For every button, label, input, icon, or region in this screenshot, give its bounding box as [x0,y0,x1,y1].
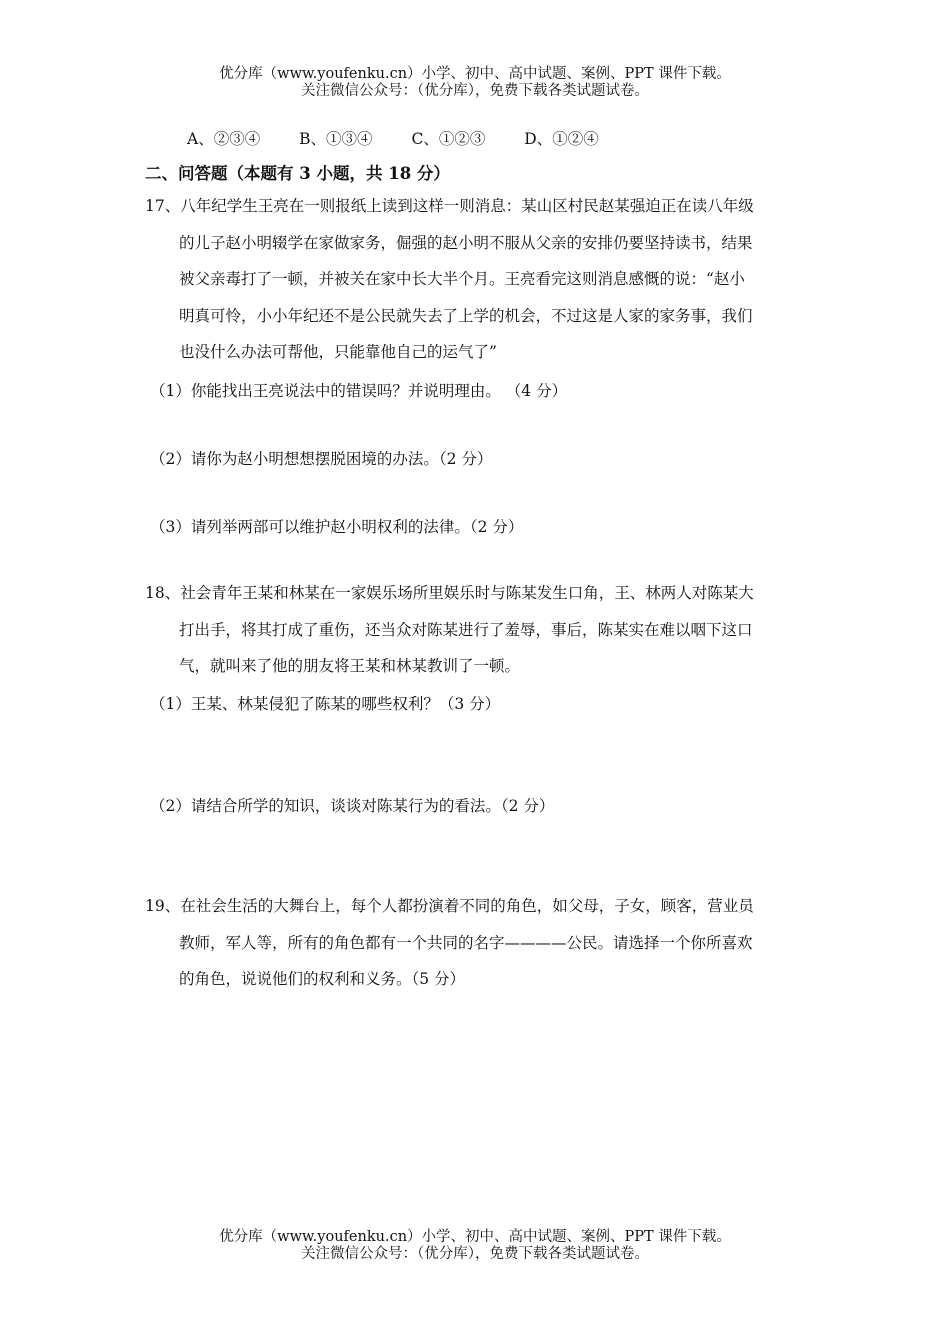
q19-line-1: 19、在社会生活的大舞台上，每个人都扮演着不同的角色，如父母，子女，顾客，营业员 [145,897,754,915]
q19-line-3: 的角色，说说他们的权利和义务。（5 分） [179,970,466,988]
q18-sub-2: （2）请结合所学的知识，谈谈对陈某行为的看法。（2 分） [150,797,555,815]
q17-line-1: 17、八年纪学生王亮在一则报纸上读到这样一则消息：某山区村民赵某强迫正在读八年级 [145,197,754,215]
q18-sub-1: （1）王某、林某侵犯了陈某的哪些权利？（3 分） [150,695,501,713]
q17-sub-2: （2）请你为赵小明想想摆脱困境的办法。（2 分） [150,450,493,468]
choice-c: C、①②③ [411,130,486,148]
page-footer [0,1229,950,1263]
q17-line-2: 的儿子赵小明辍学在家做家务，倔强的赵小明不服从父亲的安排仍要坚持读书，结果 [179,233,753,252]
q17-line-4: 明真可怜，小小年纪还不是公民就失去了上学的机会，不过这是人家的家务事，我们 [179,306,753,325]
header-line-2: 关注微信公众号：（优分库），免费下载各类试题试卷。 [301,83,649,99]
page-header [0,66,950,100]
q18-line-1: 18、社会青年王某和林某在一家娱乐场所里娱乐时与陈某发生口角，王、林两人对陈某大 [145,584,754,602]
footer-line-1: 优分库（www.youfenku.cn）小学、初中、高中试题、案例、PPT 课件下载。 [219,1229,731,1245]
q17-sub-1: （1）你能找出王亮说法中的错误吗？并说明理由。 （4 分） [150,382,568,400]
answer-choices [187,127,633,149]
q17-line-5: 也没什么办法可帮他，只能靠他自己的运气了” [179,343,497,361]
header-line-1: 优分库（www.youfenku.cn）小学、初中、高中试题、案例、PPT 课件下载。 [219,66,731,82]
choice-a: A、②③④ [187,130,261,148]
section-title: 二、问答题（本题有 3 小题，共 18 分） [145,164,450,183]
q18-line-2: 打出手，将其打成了重伤，还当众对陈某进行了羞辱，事后，陈某实在难以咽下这口 [179,620,753,639]
q17-sub-3: （3）请列举两部可以维护赵小明权利的法律。（2 分） [150,518,524,536]
q19-line-2: 教师，军人等，所有的角色都有一个共同的名字————公民。请选择一个你所喜欢 [179,933,753,952]
footer-line-2: 关注微信公众号：（优分库），免费下载各类试题试卷。 [301,1246,649,1262]
choice-b: B、①③④ [299,130,373,148]
q18-line-3: 气，就叫来了他的朋友将王某和林某教训了一顿。 [179,657,521,675]
question-17 [145,188,807,371]
question-19 [145,888,807,998]
q17-line-3: 被父亲毒打了一顿，并被关在家中长大半个月。王亮看完这则消息感慨的说：“赵小 [179,270,745,288]
choice-d: D、①②④ [524,130,599,148]
question-18 [145,575,807,685]
